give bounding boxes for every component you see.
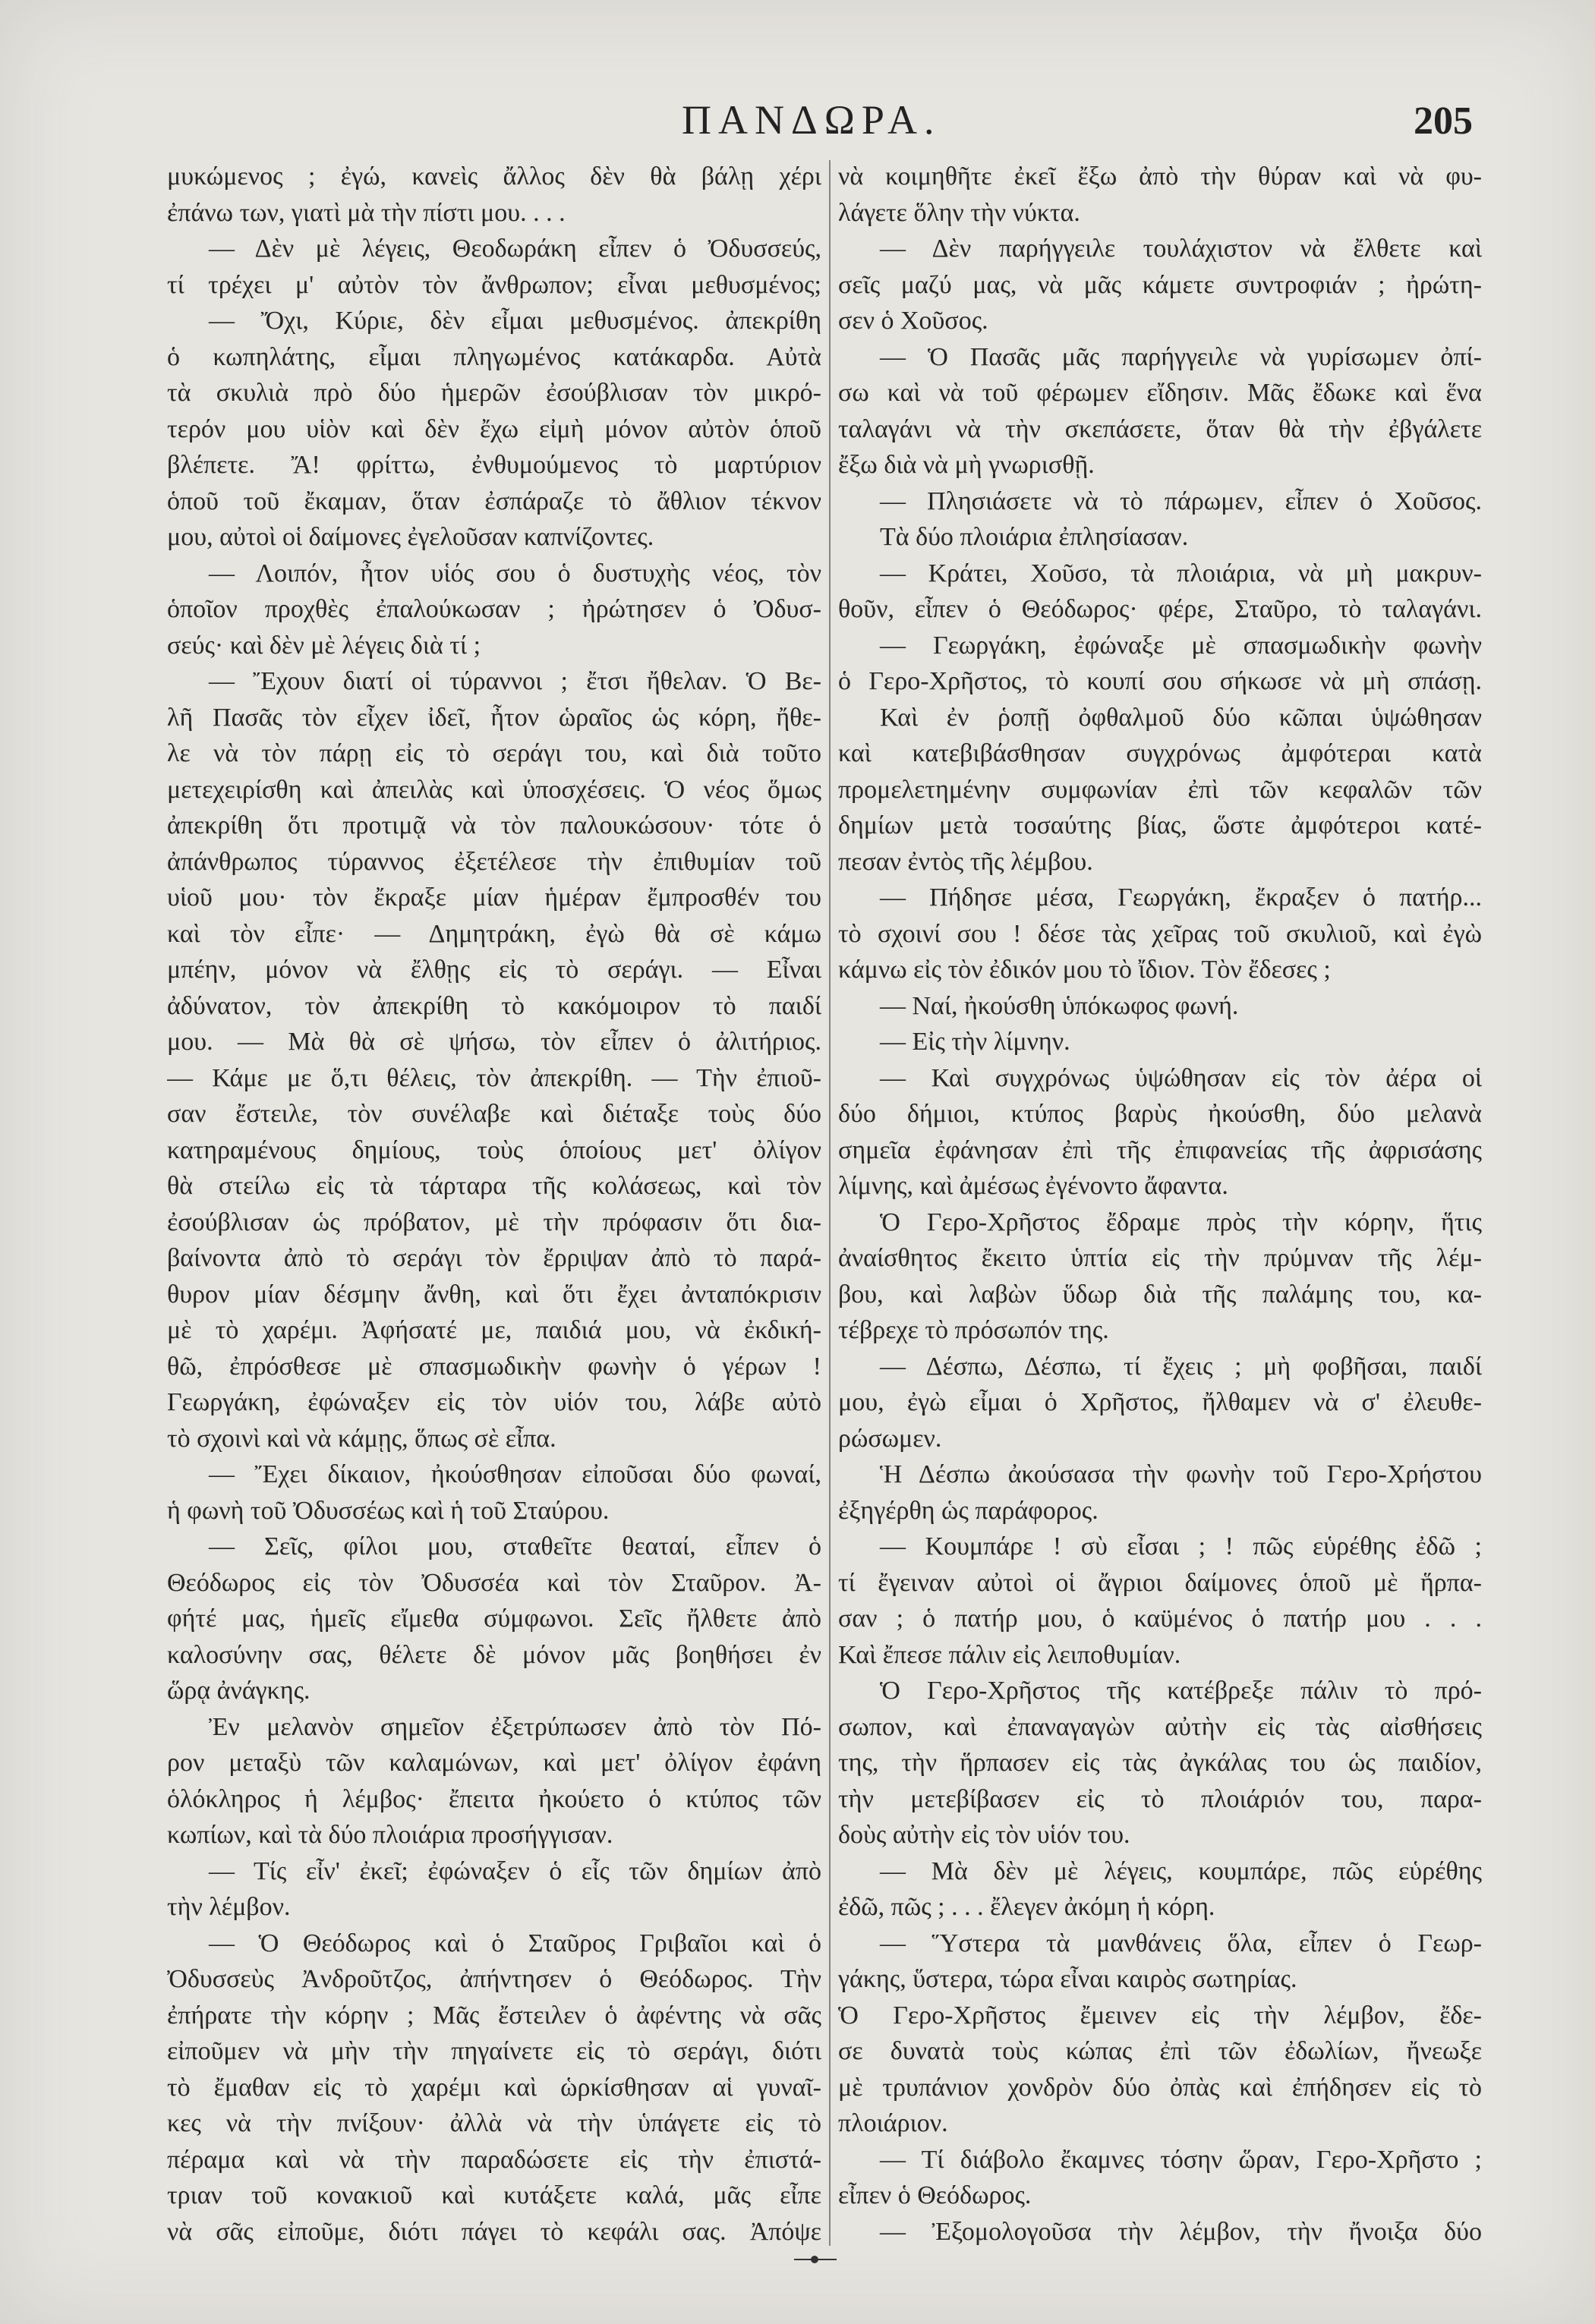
- text-line: κες νὰ τὴν πνίξουν· ἀλλὰ νὰ τὴν ὑπάγετε εἰς τὸ: [167, 2109, 821, 2137]
- text-line: ἀπάνθρωπος τύραννος ἐξετέλεσε τὴν ἐπιθυμίαν τοῦ: [167, 847, 821, 876]
- text-line: ἀναίσθητος ἔκειτο ὑπτία εἰς τὴν πρύμναν τῆς λέμ-: [838, 1244, 1482, 1272]
- text-line: — Εἰς τὴν λίμνην.: [880, 1028, 1070, 1056]
- text-line: σωπον, καὶ ἐπαναγαγὼν αὐτὴν εἰς τὰς αἰσθήσεις: [838, 1712, 1482, 1741]
- text-line: ἔξω διὰ νὰ μὴ γνωρισθῇ.: [838, 451, 1095, 479]
- text-line: — Μὰ δὲν μὲ λέγεις, κουμπάρε, πῶς εὑρέθης: [880, 1856, 1482, 1885]
- text-line: θυρον μίαν δέσμην ἄνθη, καὶ ὅτι ἔχει ἀνταπόκρισιν: [167, 1280, 821, 1308]
- text-line: Ὁ Γερο-Χρῆστος τῆς κατέβρεξε πάλιν τὸ πρό-: [880, 1677, 1482, 1705]
- text-line: μου, αὐτοὶ οἱ δαίμονες ἐγελοῦσαν καπνίζοντες.: [167, 523, 654, 551]
- text-line: ρώσωμεν.: [838, 1424, 942, 1453]
- right-column: [838, 159, 1482, 2253]
- text-line: λίμνης, καὶ ἀμέσως ἐγένοντο ἄφαντα.: [838, 1172, 1228, 1200]
- column-divider: [829, 160, 831, 2246]
- text-line: Ἐν μελανὸν σημεῖον ἐξετρύπωσεν ἀπὸ τὸν Πό-: [209, 1712, 821, 1741]
- text-line: μου, ἐγὼ εἶμαι ὁ Χρῆστος, ἤλθαμεν νὰ σ' ἐλευθε-: [838, 1388, 1482, 1416]
- text-line: — Ἐξομολογοῦσα τὴν λέμβον, τὴν ἤνοιξα δύο: [880, 2217, 1482, 2246]
- text-line: σεν ὁ Χοῦσος.: [838, 307, 988, 335]
- text-line: σεύς· καὶ δὲν μὲ λέγεις διὰ τί ;: [167, 631, 481, 660]
- text-line: γάκης, ὕστερα, τώρα εἶναι καιρὸς σωτηρίας.: [838, 1965, 1297, 1993]
- text-line: της, τὴν ἥρπασεν εἰς τὰς ἀγκάλας του ὡς παιδίον,: [838, 1749, 1482, 1777]
- text-line: δοὺς αὐτὴν εἰς τὸν υἱόν του.: [838, 1821, 1130, 1849]
- running-title: ΠΑΝΔΩΡΑ.: [682, 97, 941, 143]
- text-line: σαν ; ὁ πατήρ μου, ὁ καϋμένος ὁ πατήρ μου . . .: [838, 1604, 1482, 1633]
- text-line: — Πήδησε μέσα, Γεωργάκη, ἔκραξεν ὁ πατήρ...: [880, 883, 1482, 912]
- text-line: ἀδύνατον, τὸν ἀπεκρίθη τὸ κακόμοιρον τὸ παιδί: [167, 991, 821, 1020]
- text-line: — Λοιπόν, ἦτον υἱός σου ὁ δυστυχὴς νέος, τὸν: [209, 559, 821, 587]
- text-line: τὸ σχοινί σου ! δέσε τὰς χεῖρας τοῦ σκυλιοῦ, καὶ ἐγὼ: [838, 919, 1482, 948]
- text-line: τέβρεχε τὸ πρόσωπόν της.: [838, 1316, 1109, 1344]
- text-line: — Δὲν παρήγγειλε τουλάχιστον νὰ ἔλθετε καὶ: [880, 235, 1482, 263]
- text-line: τὸ ἔμαθαν εἰς τὸ χαρέμι καὶ ὡρκίσθησαν αἱ γυναῖ-: [167, 2073, 821, 2102]
- text-line: κωπίων, καὶ τὰ δύο πλοιάρια προσήγγισαν.: [167, 1821, 613, 1849]
- text-line: τί τρέχει μ' αὐτὸν τὸν ἄνθρωπον; εἶναι μεθυσμένος;: [167, 270, 821, 299]
- text-line: — Ὁ Θεόδωρος καὶ ὁ Σταῦρος Γριβαῖοι καὶ ὁ: [209, 1929, 821, 1957]
- text-line: Καὶ ἐν ῥοπῇ ὀφθαλμοῦ δύο κῶπαι ὑψώθησαν: [880, 703, 1482, 732]
- text-line: θοῦν, εἶπεν ὁ Θεόδωρος· φέρε, Σταῦρο, τὸ ταλαγάνι.: [838, 595, 1482, 623]
- text-line: λε νὰ τὸν πάρῃ εἰς τὸ σεράγι του, καὶ διὰ τοῦτο: [167, 739, 821, 767]
- text-line: Ὁ Γερο-Χρῆστος ἔδραμε πρὸς τὴν κόρην, ἥτις: [880, 1208, 1482, 1236]
- text-line: — Καὶ συγχρόνως ὑψώθησαν εἰς τὸν ἀέρα οἱ: [880, 1063, 1482, 1092]
- text-line: τὴν μετεβίβασεν εἰς τὸ πλοιάριόν του, παρα-: [838, 1784, 1482, 1813]
- text-line: — Τίς εἶν' ἐκεῖ; ἐφώναξεν ὁ εἷς τῶν δημίων ἀπὸ: [209, 1856, 821, 1885]
- end-ornament: [794, 2256, 837, 2263]
- text-line: ταλαγάνι νὰ τὴν σκεπάσετε, ὅταν θὰ τὴν ἐβγάλετε: [838, 414, 1482, 443]
- text-line: τὴν λέμβον.: [167, 1893, 291, 1921]
- text-line: — Ἔχουν διατί οἱ τύραννοι ; ἔτσι ἤθελαν. Ὁ Βε-: [209, 667, 821, 695]
- text-line: λῆ Πασᾶς τὸν εἶχεν ἰδεῖ, ἦτον ὡραῖος ὡς κόρη, ἤθε-: [167, 703, 821, 732]
- text-line: ὥρᾳ ἀνάγκης.: [167, 1677, 310, 1705]
- text-line: σημεῖα ἐφάνησαν ἐπὶ τῆς ἐπιφανείας τῆς ἀφρισάσης: [838, 1135, 1482, 1164]
- text-line: βαίνοντα ἀπὸ τὸ σεράγι τὸν ἔρριψαν ἀπὸ τὸ παρά-: [167, 1244, 821, 1272]
- text-line: καὶ τὸν εἶπε· — Δημητράκη, ἐγὼ θὰ σὲ κάμω: [167, 919, 821, 948]
- text-line: σεῖς μαζύ μας, νὰ μᾶς κάμετε συντροφιάν ; ἠρώτη-: [838, 270, 1482, 299]
- text-line: ἐξηγέρθη ὡς παράφορος.: [838, 1496, 1099, 1525]
- text-line: νὰ σᾶς εἰποῦμε, διότι πάγει τὸ κεφάλι σας. Ἀπόψε: [167, 2217, 821, 2246]
- text-line: μὲ τὸ χαρέμι. Ἀφήσατέ με, παιδιά μου, νὰ ἐκδική-: [167, 1316, 821, 1344]
- text-line: θῶ, ἐπρόσθεσε μὲ σπασμωδικὴν φωνὴν ὁ γέρων !: [167, 1352, 821, 1381]
- text-line: ὁ κωπηλάτης, εἶμαι πληγωμένος κατάκαρδα. Αὐτὰ: [167, 342, 821, 371]
- text-line: κάμνω εἰς τὸν ἐδικόν μου τὸ ἴδιον. Τὸν ἔδεσες ;: [838, 956, 1331, 984]
- text-line: — Σεῖς, φίλοι μου, σταθεῖτε θεαταί, εἶπεν ὁ: [209, 1532, 821, 1560]
- text-line: καὶ κατεβιβάσθησαν συγχρόνως ἀμφότεραι κατὰ: [838, 739, 1482, 767]
- text-line: — Ἔχει δίκαιον, ἠκούσθησαν εἰποῦσαι δύο φωναί,: [209, 1460, 821, 1488]
- text-line: Ἡ Δέσπω ἀκούσασα τὴν φωνὴν τοῦ Γερο-Χρήστου: [880, 1460, 1482, 1488]
- text-line: Ὁ Γερο-Χρῆστος ἔμεινεν εἰς τὴν λέμβον, ἔδε-: [838, 2001, 1482, 2030]
- text-line: βου, καὶ λαβὼν ὕδωρ διὰ τῆς παλάμης του, κα-: [838, 1280, 1482, 1308]
- text-line: τὸ σχοινὶ καὶ νὰ κάμῃς, ὅπως σὲ εἶπα.: [167, 1424, 556, 1453]
- text-line: — Πλησιάσετε νὰ τὸ πάρωμεν, εἶπεν ὁ Χοῦσος.: [880, 487, 1482, 515]
- text-line: ὁ Γερο-Χρῆστος, τὸ κουπί σου σήκωσε νὰ μὴ σπάσῃ.: [838, 667, 1482, 695]
- page-number: 205: [1414, 99, 1473, 143]
- text-line: τερόν μου υἱὸν καὶ δὲν ἔχω εἰμὴ μόνον αὐτὸν ὁποῦ: [167, 414, 821, 443]
- text-line: λάγετε ὅλην τὴν νύκτα.: [838, 198, 1080, 227]
- text-line: ἡ φωνὴ τοῦ Ὀδυσσέως καὶ ἡ τοῦ Σταύρου.: [167, 1496, 610, 1525]
- text-line: Γεωργάκη, ἐφώναξεν εἰς τὸν υἱόν του, λάβε αὐτὸ: [167, 1388, 821, 1416]
- text-line: τριαν τοῦ κονακιοῦ καὶ κυτάξετε καλά, μᾶς εἶπε: [167, 2181, 821, 2209]
- text-line: Θεόδωρος εἰς τὸν Ὀδυσσέα καὶ τὸν Σταῦρον. Ἀ-: [167, 1568, 821, 1597]
- text-line: — Ὁ Πασᾶς μᾶς παρήγγειλε νὰ γυρίσωμεν ὀπί-: [880, 342, 1482, 371]
- text-line: ὁποῦ τοῦ ἔκαμαν, ὅταν ἐσπάραζε τὸ ἄθλιον τέκνον: [167, 487, 821, 515]
- text-line: σε δυνατὰ τοὺς κώπας ἐπὶ τῶν ἐδωλίων, ἤνεωξε: [838, 2037, 1482, 2065]
- text-line: μπέην, μόνον νὰ ἔλθῃς εἰς τὸ σεράγι. — Εἶναι: [167, 956, 821, 984]
- text-line: Ὀδυσσεὺς Ἀνδροῦτζος, ἀπήντησεν ὁ Θεόδωρος. Τὴν: [167, 1965, 821, 1993]
- text-line: πέραμα καὶ νὰ τὴν παραδώσετε εἰς τὴν ἐπιστά-: [167, 2145, 821, 2174]
- text-line: — Γεωργάκη, ἐφώναξε μὲ σπασμωδικὴν φωνὴν: [880, 631, 1482, 660]
- text-line: δημίων μετὰ τοσαύτης βίας, ὥστε ἀμφότεροι κατέ-: [838, 811, 1482, 839]
- text-line: κατηραμένους δημίους, τοὺς ὁποίους μετ' ὀλίγον: [167, 1135, 821, 1164]
- text-line: εἰποῦμεν νὰ μὴν τὴν πηγαίνετε εἰς τὸ σεράγι, διότι: [167, 2037, 821, 2065]
- text-line: σαν ἔστειλε, τὸν συνέλαβε καὶ διέταξε τοὺς δύο: [167, 1100, 821, 1128]
- text-line: ἀπεκρίθη ὅτι προτιμᾷ νὰ τὸν παλουκώσουν· τότε ὁ: [167, 811, 821, 839]
- text-line: εἶπεν ὁ Θεόδωρος.: [838, 2181, 1032, 2209]
- text-line: τὰ σκυλιὰ πρὸ δύο ἡμερῶν ἐσούβλισαν τὸν μικρό-: [167, 379, 821, 407]
- text-line: ἐπάνω των, γιατὶ μὰ τὴν πίστι μου. . . .: [167, 198, 566, 227]
- text-line: τί ἔγειναν αὐτοὶ οἱ ἄγριοι δαίμονες ὁποῦ μὲ ἥρπα-: [838, 1568, 1482, 1597]
- left-column: [167, 159, 821, 2253]
- text-line: θὰ στείλω εἰς τὰ τάρταρα τῆς κολάσεως, καὶ τὸν: [167, 1172, 821, 1200]
- text-line: ἐδῶ, πῶς ; . . . ἔλεγεν ἀκόμη ἡ κόρη.: [838, 1893, 1215, 1921]
- text-line: ἐπήρατε τὴν κόρην ; Μᾶς ἔστειλεν ὁ ἀφέντης νὰ σᾶς: [167, 2001, 821, 2030]
- text-line: ὁποῖον προχθὲς ἐπαλούκωσαν ; ἠρώτησεν ὁ Ὀδυσ-: [167, 595, 821, 623]
- ornament-dot: [811, 2256, 818, 2263]
- text-line: μὲ τρυπάνιον χονδρὸν δύο ὀπὰς καὶ ἐπήδησεν εἰς τὸ: [838, 2073, 1482, 2102]
- text-line: προμελετημένην συμφωνίαν ἐπὶ τῶν κεφαλῶν τῶν: [838, 775, 1482, 804]
- text-line: — Κράτει, Χοῦσο, τὰ πλοιάρια, νὰ μὴ μακρυν-: [880, 559, 1482, 587]
- text-line: πεσαν ἐντὸς τῆς λέμβου.: [838, 847, 1093, 876]
- text-line: — Κάμε με ὅ,τι θέλεις, τὸν ἀπεκρίθη. — Τὴν ἐπιοῦ-: [167, 1063, 821, 1092]
- text-line: δύο δήμιοι, κτύπος βαρὺς ἠκούσθη, δύο μελανὰ: [838, 1100, 1482, 1128]
- text-line: — Δέσπω, Δέσπω, τί ἔχεις ; μὴ φοβῆσαι, παιδί: [880, 1352, 1482, 1381]
- text-line: — Δὲν μὲ λέγεις, Θεοδωράκη εἶπεν ὁ Ὀδυσσεύς,: [209, 235, 821, 263]
- text-line: νὰ κοιμηθῆτε ἐκεῖ ἔξω ἀπὸ τὴν θύραν καὶ νὰ φυ-: [838, 162, 1482, 191]
- text-line: υἱοῦ μου· τὸν ἔκραξε μίαν ἡμέραν ἔμπροσθέν του: [167, 883, 821, 912]
- text-line: μου. — Μὰ θὰ σὲ ψήσω, τὸν εἶπεν ὁ ἀλιτήριος.: [167, 1028, 821, 1056]
- text-line: ρον μεταξὺ τῶν καλαμώνων, καὶ μετ' ὀλίγον ἐφάνη: [167, 1749, 821, 1777]
- text-line: Καὶ ἔπεσε πάλιν εἰς λειποθυμίαν.: [838, 1640, 1181, 1669]
- text-line: — Τί διάβολο ἔκαμνες τόσην ὥραν, Γερο-Χρῆστο ;: [880, 2145, 1482, 2174]
- text-line: βλέπετε. Ἄ! φρίττω, ἐνθυμούμενος τὸ μαρτύριον: [167, 451, 821, 479]
- text-line: φήτέ μας, ἡμεῖς εἴμεθα σύμφωνοι. Σεῖς ἤλθετε ἀπὸ: [167, 1604, 821, 1633]
- text-line: μετεχειρίσθη καὶ ἀπειλὰς καὶ ὑποσχέσεις. Ὁ νέος ὅμως: [167, 775, 821, 804]
- text-line: Τὰ δύο πλοιάρια ἐπλησίασαν.: [880, 523, 1189, 551]
- text-line: μυκώμενος ; ἐγώ, κανεὶς ἄλλος δὲν θὰ βάλῃ χέρι: [167, 162, 821, 191]
- text-line: — Ναί, ἠκούσθη ὑπόκωφος φωνή.: [880, 991, 1239, 1020]
- text-line: — Ὄχι, Κύριε, δὲν εἶμαι μεθυσμένος. ἀπεκρίθη: [209, 307, 821, 335]
- text-line: καλοσύνην σας, θέλετε δὲ μόνον μᾶς βοηθήσει ἐν: [167, 1640, 821, 1669]
- text-line: ὁλόκληρος ἡ λέμβος· ἔπειτα ἠκούετο ὁ κτύπος τῶν: [167, 1784, 821, 1813]
- text-line: σω καὶ νὰ τοῦ φέρωμεν εἴδησιν. Μᾶς ἔδωκε καὶ ἕνα: [838, 379, 1482, 407]
- text-line: — Ὕστερα τὰ μανθάνεις ὅλα, εἶπεν ὁ Γεωρ-: [880, 1929, 1482, 1957]
- text-line: ἐσούβλισαν ὡς πρόβατον, μὲ τὴν πρόφασιν ὅτι δια-: [167, 1208, 821, 1236]
- text-line: πλοιάριον.: [838, 2109, 948, 2137]
- text-line: — Κουμπάρε ! σὺ εἶσαι ; ! πῶς εὑρέθης ἐδῶ ;: [880, 1532, 1482, 1560]
